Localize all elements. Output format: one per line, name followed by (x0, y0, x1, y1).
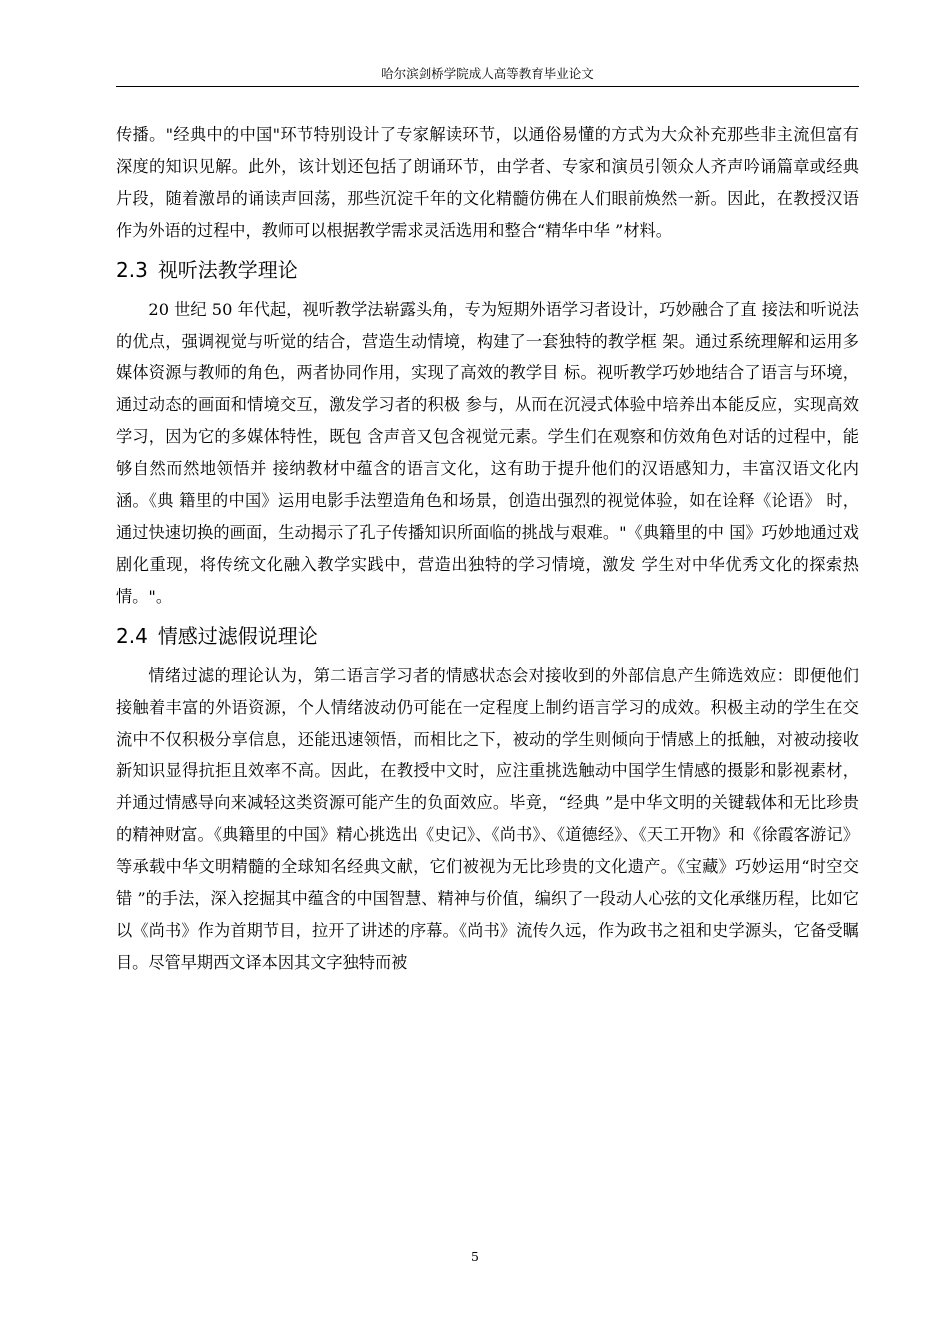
section-title: 情感过滤假说理论 (157, 623, 318, 648)
page-header: 哈尔滨剑桥学院成人高等教育毕业论文 (381, 66, 594, 81)
section-heading (116, 613, 859, 660)
section-title: 视听法教学理论 (157, 257, 298, 282)
section-number: 2.4 (116, 623, 148, 648)
section-heading (116, 247, 859, 294)
body-paragraph: 20 世纪 50 年代起，视听教学法崭露头角，专为短期外语学习者设计，巧妙融合了直 接法和听说法的优点，强调视觉与听觉的结合，营造生动情境，构建了一套独特的教学框 架。通过系统理解和运用多媒体资源与教师的角色，两者协同作用，实现了高效的教学目 标。视听教学巧妙地结合了语言与环境，通过动态的画面和情境交互，激发学习者的积极 参与，从而在沉浸式体验中培养出本能反应，实现高效学习，因为它的多媒体特性，既包 含声音又包含视觉元素。学生们在观察和仿效角色对话的过程中，能够自然而然地领悟并 接纳教材中蕴含的语言文化，这有助于提升他们的汉语感知力，丰富汉语文化内涵。《典 籍里的中国》运用电影手法塑造角色和场景，创造出强烈的视觉体验，如在诠释《论语》 时，通过快速切换的画面，生动揭示了孔子传播知识所面临的挑战与艰难。"《典籍里的中 国》巧妙地通过戏剧化重现，将传统文化融入教学实践中，营造出独特的学习情境，激发 学生对中华优秀文化的探索热情。"。 (116, 299, 859, 606)
body-paragraph: 传播。"经典中的中国"环节特别设计了专家解读环节，以通俗易懂的方式为大众补充那些非主流但富有深度的知识见解。此外，该计划还包括了朗诵环节，由学者、专家和演员引领众人齐声吟诵篇章或经典片段，随着激昂的诵读声回荡，那些沉淀千年的文化精髓仿佛在人们眼前焕然一新。因此，在教授汉语作为外语的过程中，教师可以根据教学需求灵活选用和整合“精华中华 ”材料。 (116, 125, 859, 240)
page-number: 5 (471, 1249, 479, 1264)
document-body (116, 119, 859, 979)
header-divider (116, 86, 859, 87)
body-paragraph: 情绪过滤的理论认为，第二语言学习者的情感状态会对接收到的外部信息产生筛选效应：即便他们接触着丰富的外语资源，个人情绪波动仍可能在一定程度上制约语言学习的成效。积极主动的学生在交流中不仅积极分享信息，还能迅速领悟，而相比之下，被动的学生则倾向于情感上的抵触，对被动接收新知识显得抗拒且效率不高。因此，在教授中文时，应注重挑选触动中国学生情感的摄影和影视素材，并通过情感导向来减轻这类资源可能产生的负面效应。毕竟，“经典 ”是中华文明的关键载体和无比珍贵的精神财富。《典籍里的中国》精心挑选出《史记》、《尚书》、《道德经》、《天工开物》和《徐霞客游记》等承载中华文明精髓的全球知名经典文献，它们被视为无比珍贵的文化遗产。《宝藏》巧妙运用“时空交错 ”的手法，深入挖掘其中蕴含的中国智慧、精神与价值，编织了一段动人心弦的文化承继历程，比如它以《尚书》作为首期节目，拉开了讲述的序幕。《尚书》流传久远，作为政书之祖和史学源头，它备受瞩目。尽管早期西文译本因其文字独特而被 (116, 665, 859, 972)
section-number: 2.3 (116, 257, 148, 282)
